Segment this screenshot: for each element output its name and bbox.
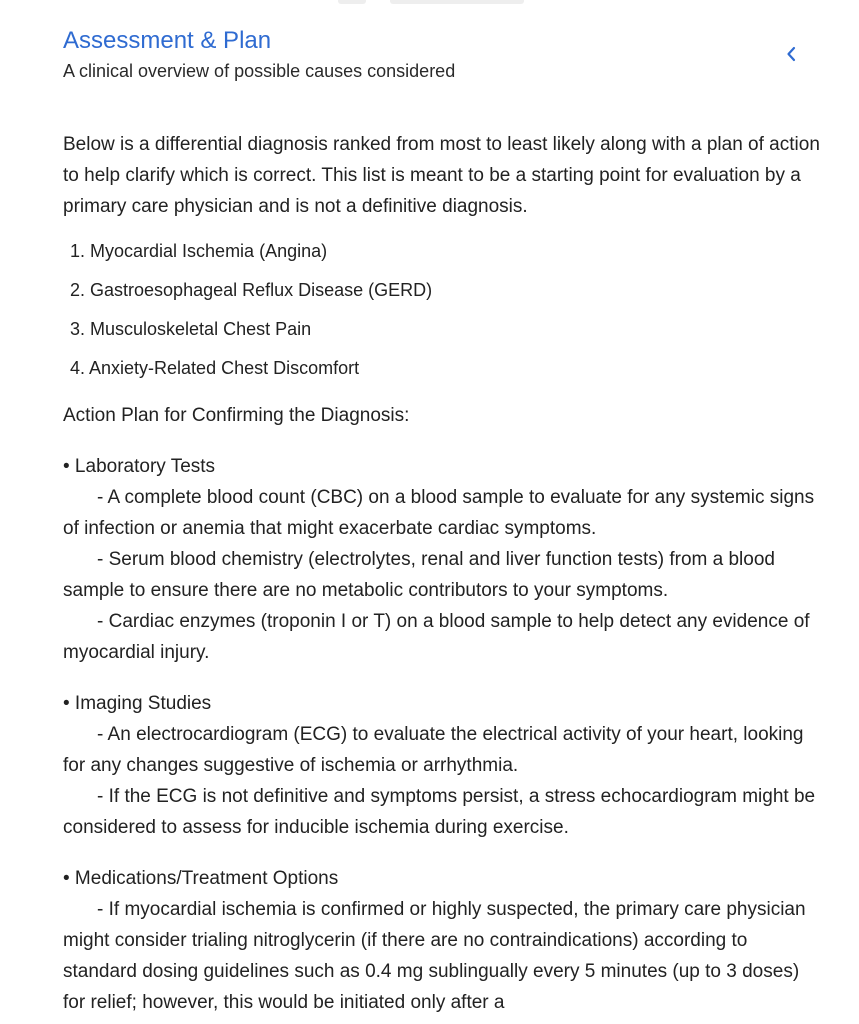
section-laboratory-tests: [63, 451, 823, 668]
action-plan-title: Action Plan for Confirming the Diagnosis:: [63, 405, 410, 426]
plan-item: - Cardiac enzymes (troponin I or T) on a blood sample to help detect any evidence of myocardial injury.: [63, 611, 810, 663]
top-tab-left[interactable]: [338, 0, 366, 4]
list-item: 3. Musculoskeletal Chest Pain: [70, 319, 312, 339]
section-heading: • Imaging Studies: [63, 693, 212, 714]
plan-item: - Serum blood chemistry (electrolytes, renal and liver function tests) from a blood sample to ensure there are no metabolic contributors to your symptoms.: [63, 549, 775, 601]
page-title: Assessment & Plan: [63, 27, 272, 54]
page-header: [63, 26, 803, 83]
section-medications: [63, 863, 823, 1018]
intro-paragraph: Below is a differential diagnosis ranked from most to least likely along with a plan of action to help clarify which is correct. This list is meant to be a starting point for evaluation by a primary care physician and is not a definitive diagnosis.: [63, 134, 820, 217]
plan-item: - If the ECG is not definitive and symptoms persist, a stress echocardiogram might be considered to assess for inducible ischemia during exercise.: [63, 786, 816, 838]
top-tab-strip: [338, 0, 528, 5]
plan-item: - An electrocardiogram (ECG) to evaluate the electrical activity of your heart, looking for any changes suggestive of ischemia or arrhythmia.: [63, 724, 804, 776]
section-imaging-studies: [63, 688, 823, 843]
differential-list: [63, 232, 823, 388]
chevron-left-icon: [786, 46, 796, 62]
section-heading: • Laboratory Tests: [63, 456, 216, 477]
section-heading: • Medications/Treatment Options: [63, 868, 339, 889]
list-item: 1. Myocardial Ischemia (Angina): [70, 241, 328, 261]
assessment-content: [63, 129, 823, 1018]
page-subtitle: A clinical overview of possible causes considered: [63, 61, 456, 81]
list-item: 2. Gastroesophageal Reflux Disease (GERD): [70, 280, 433, 300]
list-item: 4. Anxiety-Related Chest Discomfort: [70, 358, 360, 378]
plan-item: - If myocardial ischemia is confirmed or highly suspected, the primary care physician might consider trialing nitroglycerin (if there are no contraindications) according to standard dosing guidelines such as 0.4 mg sublingually every 5 minutes (up to 3 doses) for relief; however, this would be initiated only after a: [63, 899, 806, 1013]
collapse-button[interactable]: [783, 43, 799, 65]
top-tab-right[interactable]: [390, 0, 524, 4]
plan-item: - A complete blood count (CBC) on a blood sample to evaluate for any systemic signs of infection or anemia that might exacerbate cardiac symptoms.: [63, 487, 815, 539]
